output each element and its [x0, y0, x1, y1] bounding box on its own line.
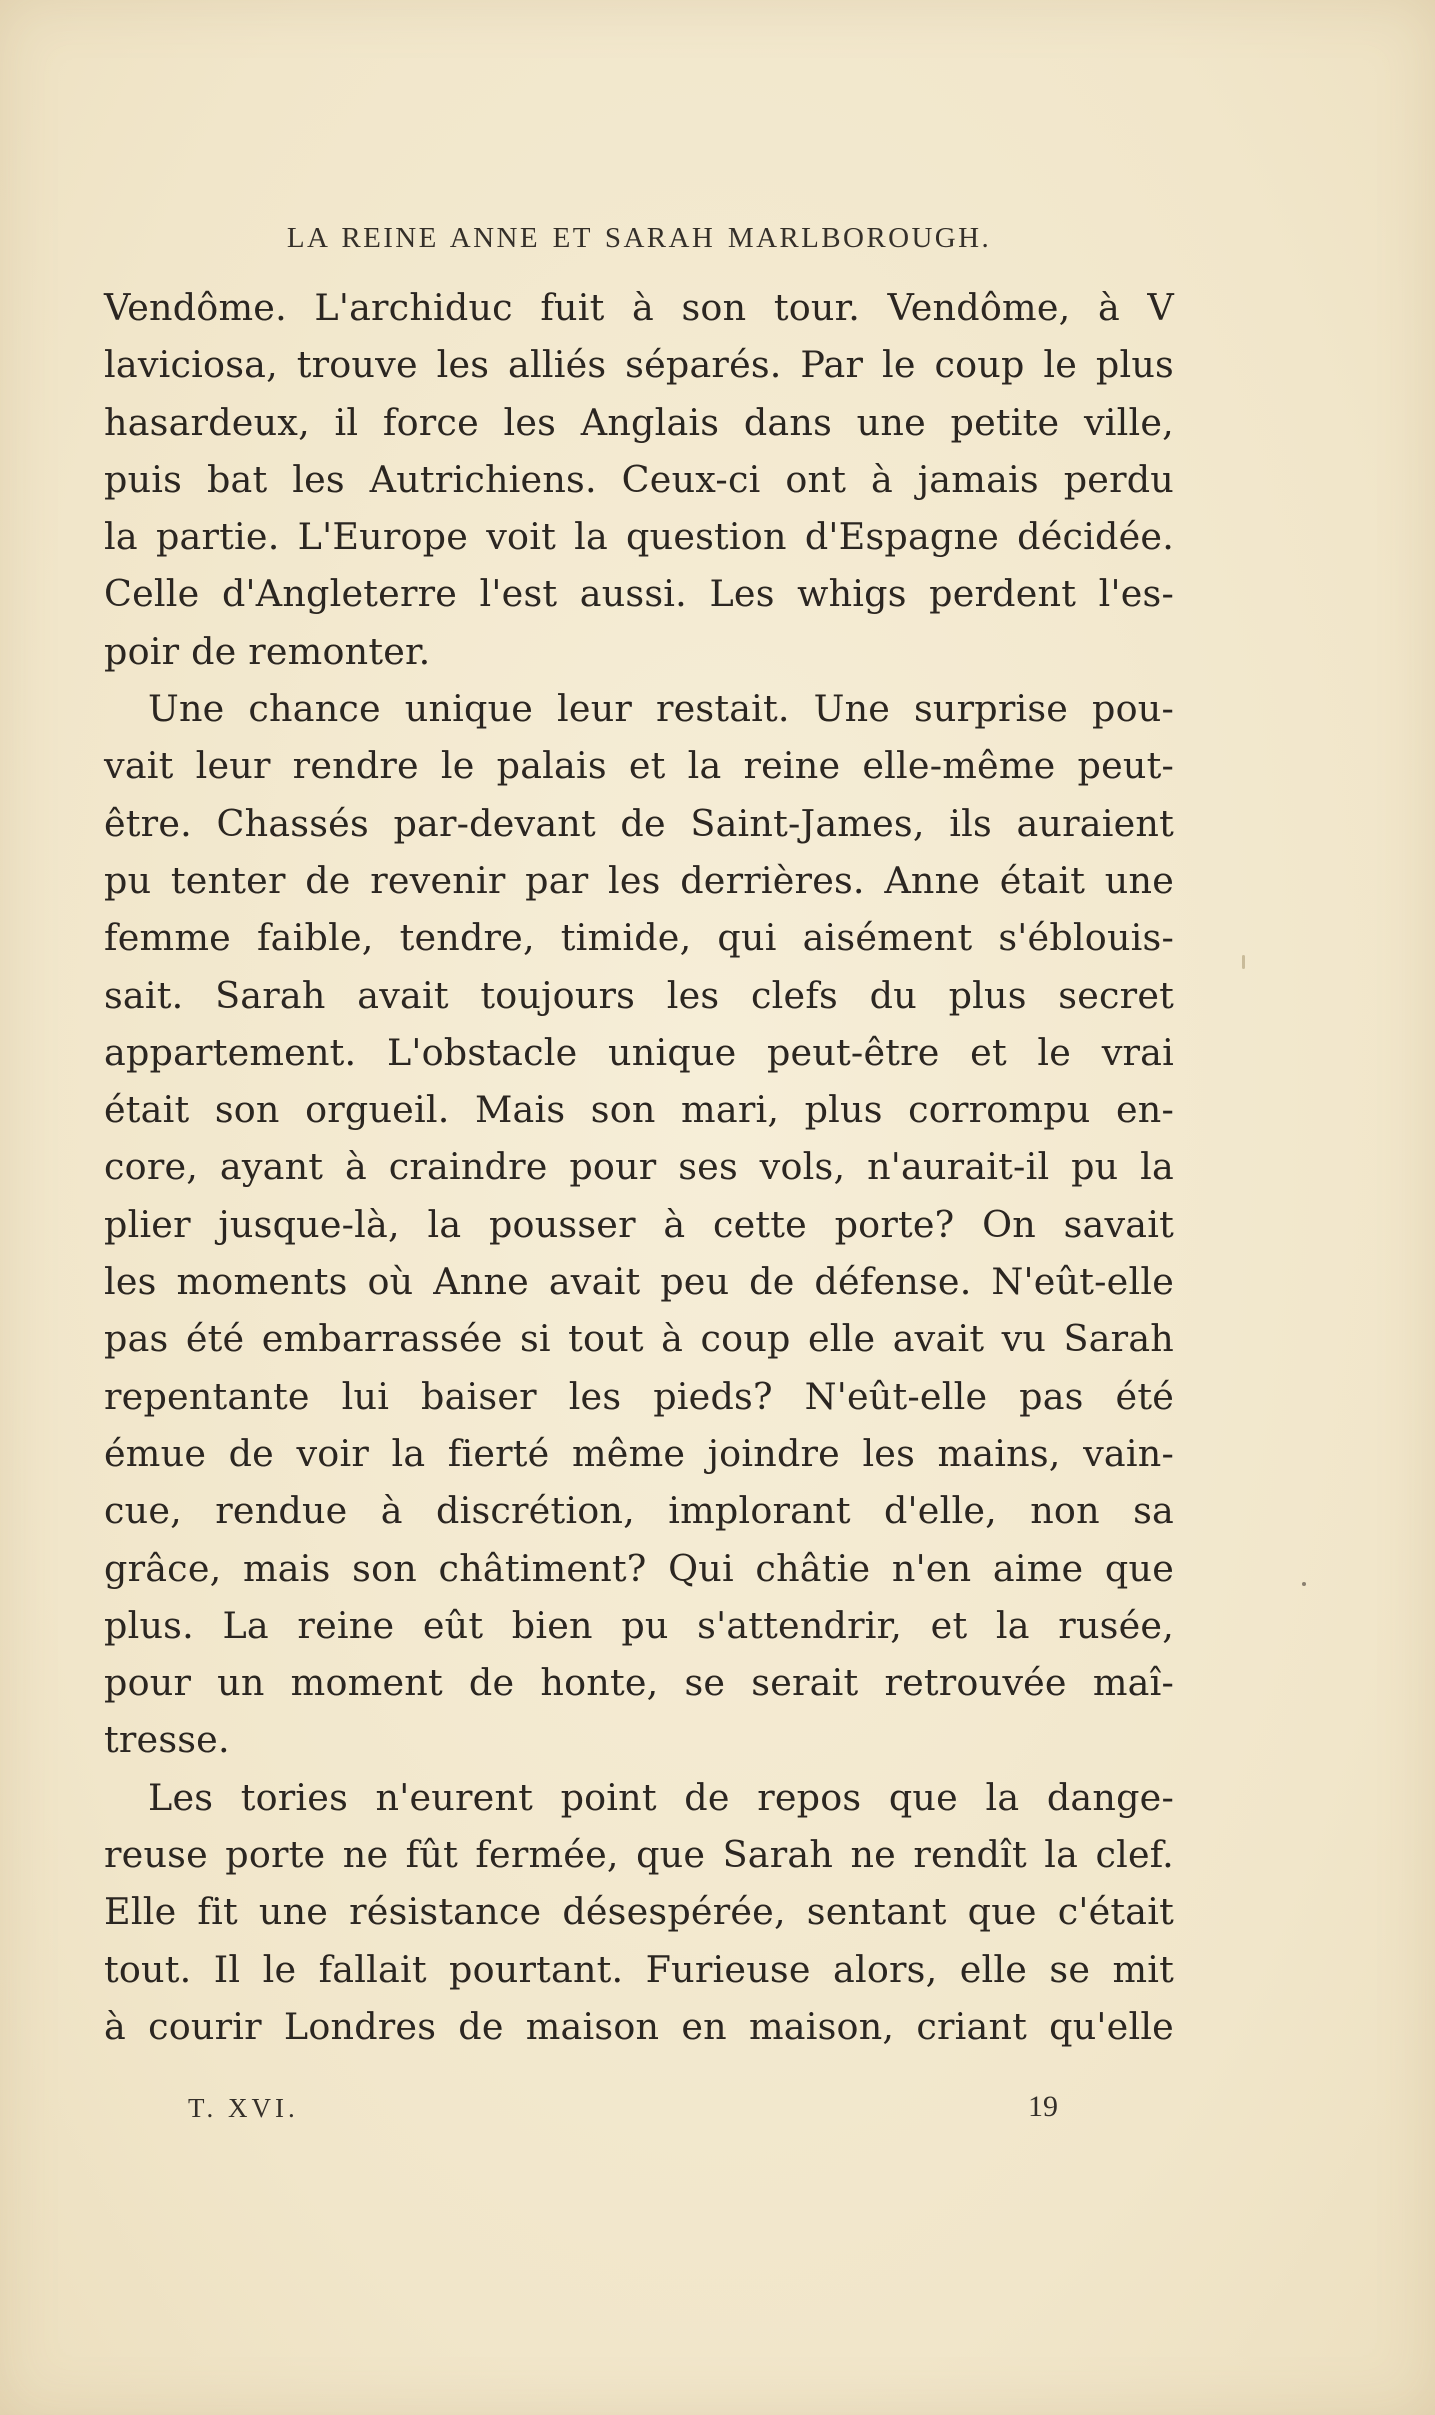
running-head: LA REINE ANNE ET SARAH MARLBOROUGH. [286, 222, 992, 254]
text-line: être. Chassés par-devant de Saint-James, ils auraient [104, 801, 1174, 845]
text-line: sait. Sarah avait toujours les clefs du plus secret [104, 973, 1174, 1017]
text-line: Elle fit une résistance désespérée, sentant que c'était [104, 1890, 1174, 1934]
text-line: hasardeux, il force les Anglais dans une petite ville, [104, 400, 1174, 444]
text-line: plier jusque-là, la pousser à cette porte? On savait [104, 1202, 1174, 1246]
text-line: vait leur rendre le palais et la reine elle-même peut- [104, 744, 1174, 788]
text-line: à courir Londres de maison en maison, criant qu'elle [104, 2004, 1174, 2048]
text-line: reuse porte ne fût fermée, que Sarah ne rendît la clef. [104, 1833, 1174, 1877]
text-line: pu tenter de revenir par les derrières. Anne était une [104, 858, 1174, 902]
text-line: Vendôme. L'archiduc fuit à son tour. Vendôme, à V [104, 286, 1174, 329]
margin-mark [1242, 955, 1245, 969]
text-line: Les tories n'eurent point de repos que la dange- [148, 1775, 1174, 1819]
text-line: pour un moment de honte, se serait retrouvée maî- [104, 1661, 1174, 1705]
page-number: 19 [1028, 2090, 1058, 2123]
text-line: grâce, mais son châtiment? Qui châtie n'en aime que [104, 1546, 1174, 1590]
text-line: puis bat les Autrichiens. Ceux-ci ont à jamais perdu [104, 457, 1174, 501]
text-line: émue de voir la fierté même joindre les mains, vain- [104, 1431, 1174, 1475]
volume-signature: T. XVI. [188, 2093, 299, 2123]
text-line: plus. La reine eût bien pu s'attendrir, et la rusée, [104, 1603, 1174, 1647]
text-line: pas été embarrassée si tout à coup elle avait vu Sarah [104, 1317, 1174, 1361]
text-line: appartement. L'obstacle unique peut-être et le vrai [104, 1030, 1174, 1074]
text-line: laviciosa, trouve les alliés séparés. Par le coup le plus [104, 343, 1174, 387]
text-line: core, ayant à craindre pour ses vols, n'aurait-il pu la [104, 1145, 1174, 1189]
margin-speck [1302, 1582, 1306, 1586]
text-line: la partie. L'Europe voit la question d'Espagne décidée. [104, 515, 1174, 559]
text-line: Une chance unique leur restait. Une surprise pou- [148, 687, 1174, 731]
body-text [104, 279, 1174, 2055]
text-line: Celle d'Angleterre l'est aussi. Les whigs perdent l'es- [104, 572, 1174, 616]
text-line: les moments où Anne avait peu de défense. N'eût-elle [104, 1260, 1174, 1304]
text-line: cue, rendue à discrétion, implorant d'elle, non sa [104, 1489, 1174, 1533]
text-line: poir de remonter. [104, 629, 431, 673]
text-line: tresse. [104, 1718, 230, 1762]
text-line: était son orgueil. Mais son mari, plus corrompu en- [104, 1088, 1174, 1132]
text-line: repentante lui baiser les pieds? N'eût-elle pas été [104, 1374, 1174, 1418]
text-line: tout. Il le fallait pourtant. Furieuse alors, elle se mit [104, 1947, 1174, 1991]
text-line: femme faible, tendre, timide, qui aisément s'éblouis- [104, 916, 1174, 960]
